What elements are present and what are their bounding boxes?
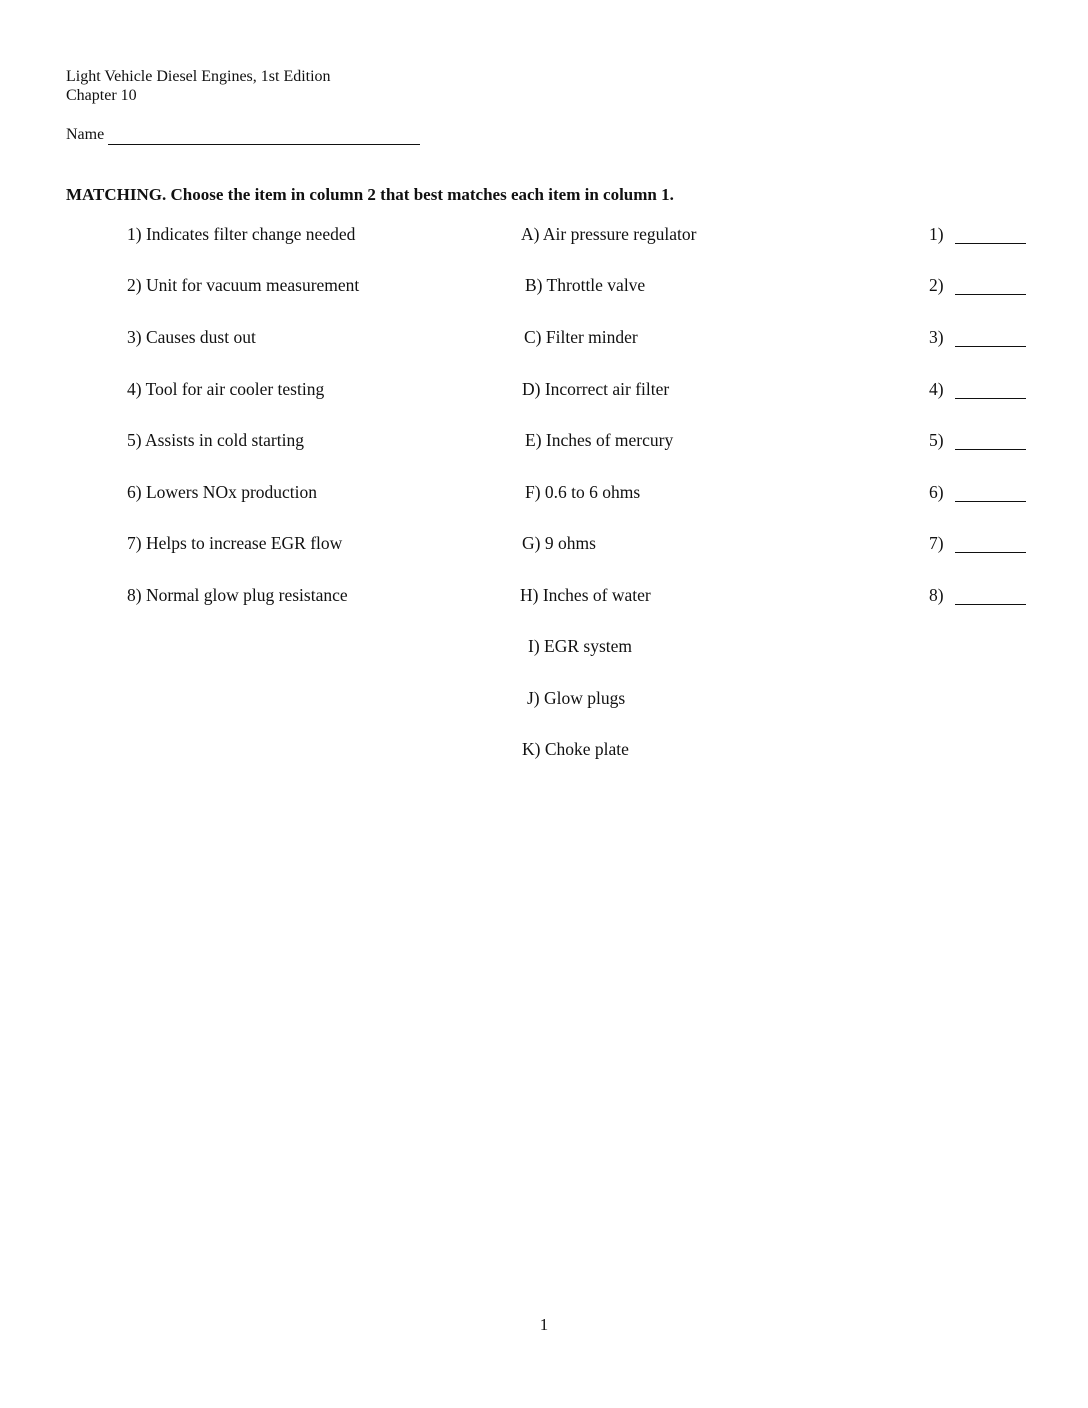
question-item: 6) Lowers NOx production	[127, 482, 318, 502]
answer-number: 3)	[929, 327, 944, 347]
option-item: A) Air pressure regulator	[521, 224, 697, 244]
option-item: G) 9 ohms	[522, 533, 596, 553]
book-title: Light Vehicle Diesel Engines, 1st Edition	[66, 68, 331, 85]
answer-blank[interactable]	[955, 604, 1026, 605]
option-item: J) Glow plugs	[527, 688, 626, 708]
answer-number: 5)	[929, 430, 944, 450]
answer-blank[interactable]	[955, 294, 1026, 295]
question-item: 8) Normal glow plug resistance	[127, 585, 348, 605]
option-item: K) Choke plate	[522, 739, 629, 759]
option-item: D) Incorrect air filter	[522, 379, 670, 399]
question-item: 7) Helps to increase EGR flow	[127, 533, 343, 553]
page-number: 1	[539, 1315, 549, 1334]
answer-blank[interactable]	[955, 449, 1026, 450]
answer-blank[interactable]	[955, 398, 1026, 399]
name-label: Name	[66, 126, 105, 143]
question-item: 3) Causes dust out	[127, 327, 256, 347]
answer-number: 6)	[929, 482, 944, 502]
question-item: 4) Tool for air cooler testing	[127, 379, 325, 399]
option-item: I) EGR system	[528, 636, 633, 656]
option-item: H) Inches of water	[520, 585, 651, 605]
option-item: B) Throttle valve	[525, 275, 646, 295]
question-item: 1) Indicates filter change needed	[127, 224, 356, 244]
answer-number: 7)	[929, 533, 944, 553]
question-item: 2) Unit for vacuum measurement	[127, 275, 360, 295]
answer-blank[interactable]	[955, 501, 1026, 502]
question-item: 5) Assists in cold starting	[127, 430, 304, 450]
answer-blank[interactable]	[955, 346, 1026, 347]
answer-number: 1)	[929, 224, 944, 244]
answer-number: 4)	[929, 379, 944, 399]
option-item: F) 0.6 to 6 ohms	[525, 482, 641, 502]
matching-instructions: MATCHING. Choose the item in column 2 that best matches each item in column 1.	[66, 185, 674, 204]
chapter-label: Chapter 10	[66, 87, 137, 104]
answer-number: 2)	[929, 275, 944, 295]
answer-blank[interactable]	[955, 552, 1026, 553]
option-item: E) Inches of mercury	[525, 430, 674, 450]
answer-number: 8)	[929, 585, 944, 605]
name-blank-line[interactable]	[108, 144, 420, 145]
answer-blank[interactable]	[955, 243, 1026, 244]
option-item: C) Filter minder	[524, 327, 638, 347]
